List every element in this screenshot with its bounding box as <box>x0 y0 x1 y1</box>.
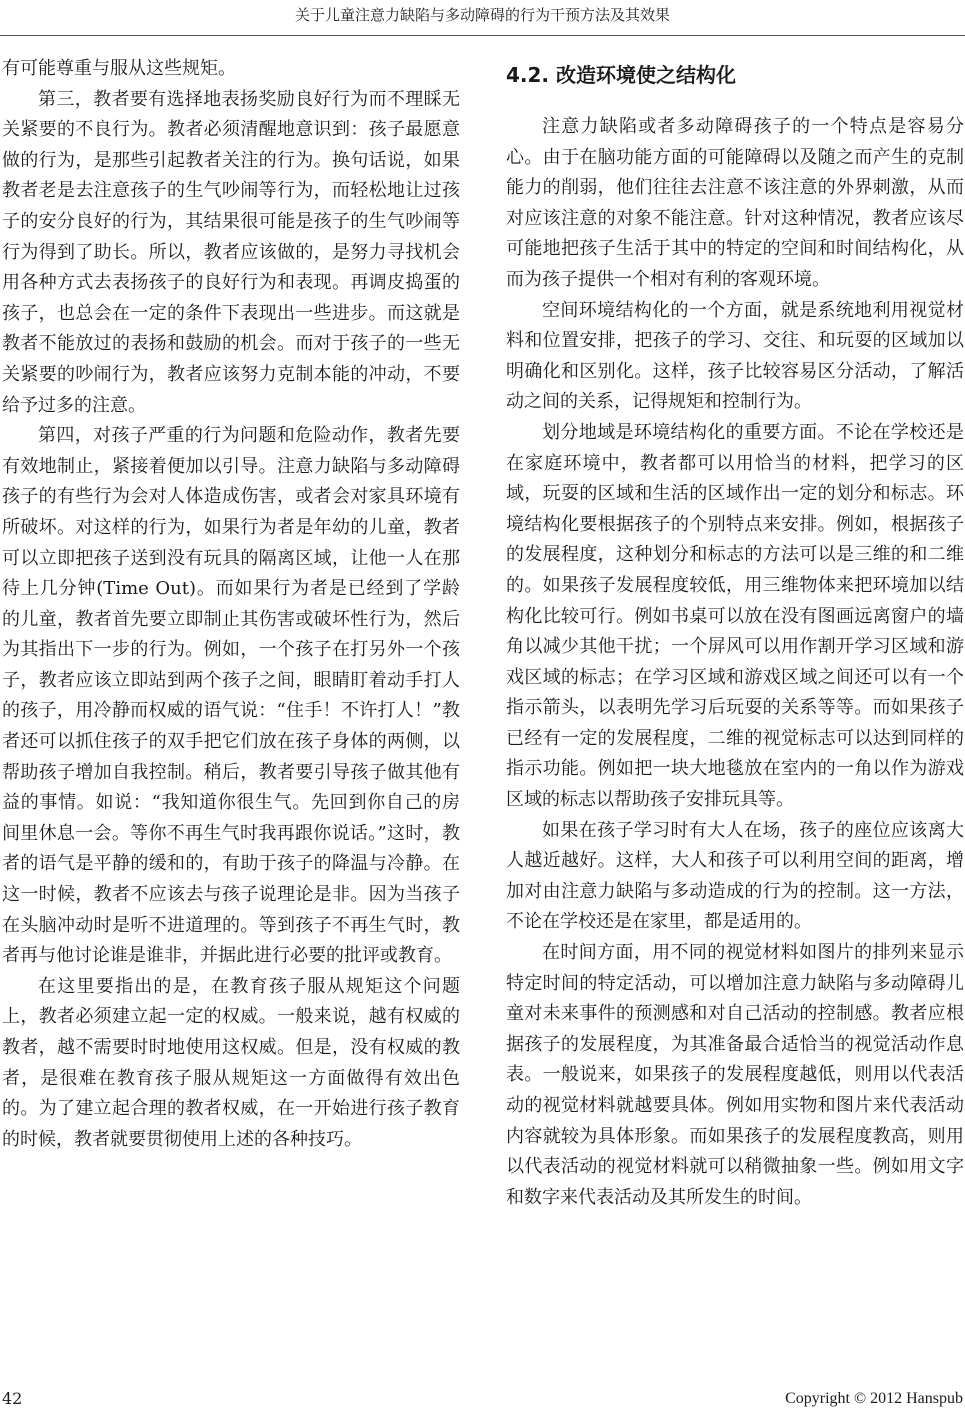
copyright-notice: Copyright © 2012 Hanspub <box>785 1390 963 1407</box>
section-heading: 4.2. 改造环境使之结构化 <box>506 63 736 87</box>
page-number: 42 <box>2 1389 23 1408</box>
paragraph-spatial-structure: 空间环境结构化的一个方面，就是系统地利用视觉材料和位置安排，把孩子的学习、交往、和玩耍的区域加以明确化和区别化。这样，孩子比较容易区分活动，了解活动之间的关系，记得规矩和控制行为。 <box>506 299 964 413</box>
paragraph-authority: 在这里要指出的是，在教育孩子服从规矩这个问题上，教者必须建立起一定的权威。一般来说，越有权威的教者，越不需要时时地使用这权威。但是，没有权威的教者，是很难在教育孩子服从规矩这一方面做得有效出色的。为了建立起合理的教者权威，在一开始进行孩子教育的时候，教者就要贯彻使用上述的各种技巧。 <box>2 975 460 1150</box>
paragraph-third-point: 第三，教者要有选择地表扬奖励良好行为而不理睬无关紧要的不良行为。教者必须清醒地意识到：孩子最愿意做的行为，是那些引起教者关注的行为。换句话说，如果教者老是去注意孩子的生气吵闹等行为，而轻松地让过孩子的安分良好的行为，其结果很可能是孩子的生气吵闹等行为得到了助长。所以，教者应该做的，是努力寻找机会用各种方式去表扬孩子的良好行为和表现。再调皮捣蛋的孩子，也总会在一定的条件下表现出一些进步。而这就是教者不能放过的表扬和鼓励的机会。而对于孩子的一些无关紧要的吵闹行为，教者应该努力克制本能的冲动，不要给予过多的注意。 <box>2 88 460 416</box>
paragraph-area-division: 划分地域是环境结构化的重要方面。不论在学校还是在家庭环境中，教者都可以用恰当的材料，把学习的区域，玩耍的区域和生活的区域作出一定的划分和标志。环境结构化要根据孩子的个别特点来安排。例如，根据孩子的发展程度，这种划分和标志的方法可以是三维的和二维的。如果孩子发展程度较低，用三维物体来把环境加以结构化比较可行。例如书桌可以放在没有图画远离窗户的墙角以减少其他干扰；一个屏风可以用作割开学习区域和游戏区域的标志；在学习区域和游戏区域之间还可以有一个指示箭头，以表明先学习后玩耍的关系等等。而如果孩子已经有一定的发展程度，二维的视觉标志可以达到同样的指示功能。例如把一块大地毯放在室内的一角以作为游戏区域的标志以帮助孩子安排玩具等。 <box>506 421 964 811</box>
paragraph-continuation: 有可能尊重与服从这些规矩。 <box>2 58 236 79</box>
running-title: 关于儿童注意力缺陷与多动障碍的行为干预方法及其效果 <box>294 6 670 24</box>
paragraph-time-schedule: 在时间方面，用不同的视觉材料如图片的排列来显示特定时间的特定活动，可以增加注意力缺陷与多动障碍儿童对未来事件的预测感和对自己活动的控制感。教者应根据孩子的发展程度，为其准备最合适恰当的视觉活动作息表。一般说来，如果孩子的发展程度越低，则用以代表活动的视觉材料就越要具体。例如用实物和图片来代表活动内容就较为具体形象。而如果孩子的发展程度教高，则用以代表活动的视觉材料就可以稍微抽象一些。例如用文字和数字来代表活动及其所发生的时间。 <box>506 942 964 1208</box>
paragraph-fourth-point: 第四，对孩子严重的行为问题和危险动作，教者先要有效地制止，紧接着便加以引导。注意力缺陷与多动障碍孩子的有些行为会对人体造成伤害，或者会对家具环境有所破坏。对这样的行为，如果行为者是年幼的儿童，教者可以立即把孩子送到没有玩具的隔离区域，让他一人在那待上几分钟(Time Out)。而如果行为者是已经到了学龄的儿童，教者首先要立即制止其伤害或破坏性行为，然后为其指出下一步的行为。例如，一个孩子在打另外一个孩子，教者应该立即站到两个孩子之间，眼睛盯着动手打人的孩子，用冷静而权威的语气说：“住手！不许打人！”教者还可以抓住孩子的双手把它们放在孩子身体的两侧，以帮助孩子增加自我控制。稍后，教者要引导孩子做其他有益的事情。如说：“我知道你很生气。先回到你自己的房间里休息一会。等你不再生气时我再跟你说话。”这时，教者的语气是平静的缓和的，有助于孩子的降温与冷静。在这一时候，教者不应该去与孩子说理论是非。因为当孩子在头脑冲动时是听不进道理的。等到孩子不再生气时，教者再与他讨论谁是谁非，并据此进行必要的批评或教育。 <box>2 425 460 967</box>
running-header <box>0 0 965 36</box>
right-column <box>506 54 964 1213</box>
left-column <box>2 54 460 1155</box>
paragraph-distraction: 注意力缺陷或者多动障碍孩子的一个特点是容易分心。由于在脑功能方面的可能障碍以及随之而产生的克制能力的削弱，他们往往去注意不该注意的外界刺激，从而对应该注意的对象不能注意。针对这种情况，教者应该尽可能地把孩子生活于其中的特定的空间和时间结构化，从而为孩子提供一个相对有利的客观环境。 <box>506 116 964 290</box>
paragraph-seating: 如果在孩子学习时有大人在场，孩子的座位应该离大人越近越好。这样，大人和孩子可以利用空间的距离，增加对由注意力缺陷与多动造成的行为的控制。这一方法，不论在学校还是在家里，都是适用的。 <box>506 819 964 933</box>
page-footer <box>0 1384 965 1414</box>
